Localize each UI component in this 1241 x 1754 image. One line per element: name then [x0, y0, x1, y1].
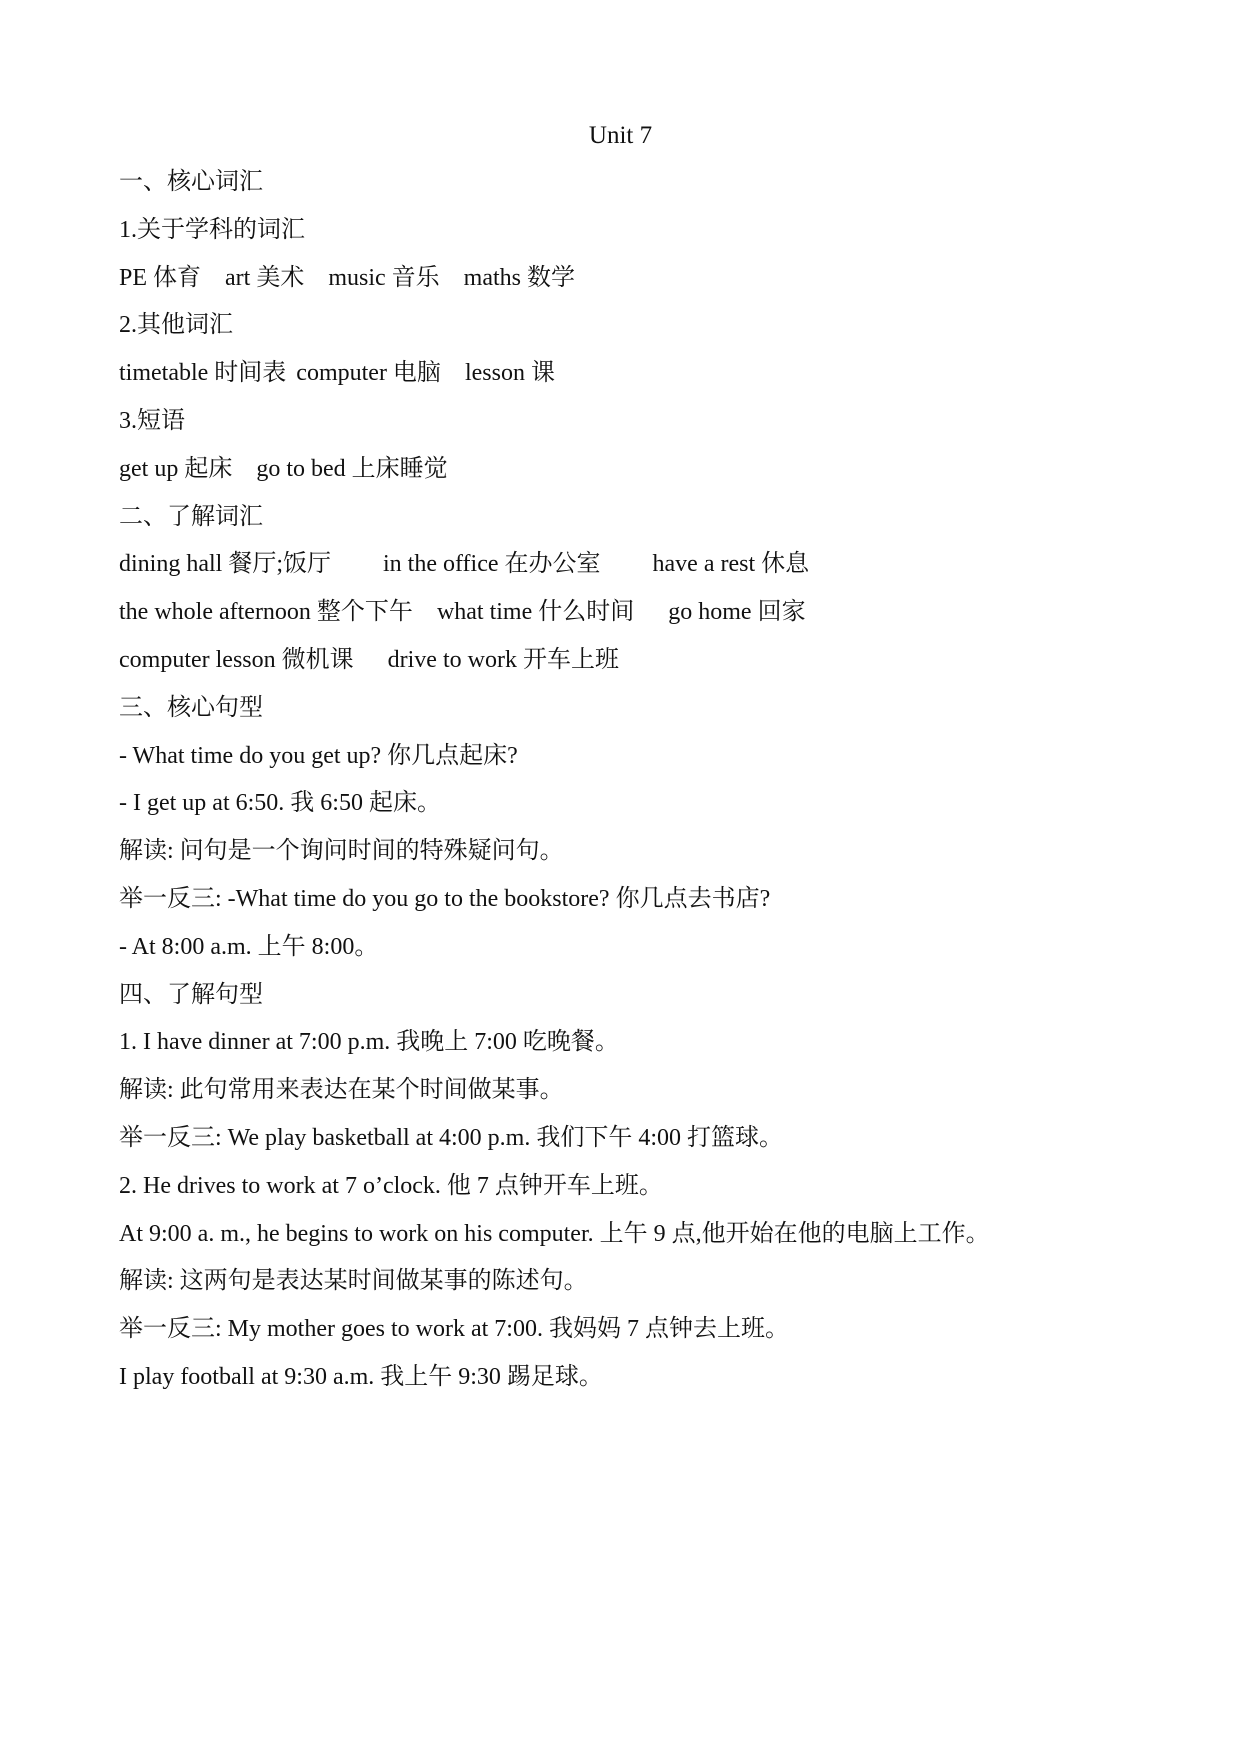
vocab-item: computer 电脑 — [296, 360, 441, 387]
sentence-line: 解读: 此句常用来表达在某个时间做某事。 — [119, 1077, 564, 1104]
sentence-line: - I get up at 6:50. 我 6:50 起床。 — [119, 790, 441, 817]
vocab-item: have a rest 休息 — [652, 551, 810, 578]
sentence-line: - What time do you get up? 你几点起床? — [119, 742, 518, 769]
vocab-item: drive to work 开车上班 — [387, 646, 619, 673]
section-heading-core-sentences: 三、核心句型 — [119, 694, 263, 721]
vocab-item: go home 回家 — [668, 599, 806, 626]
sentence-line: 解读: 这两句是表达某时间做某事的陈述句。 — [119, 1268, 588, 1295]
section-heading-extra-vocab: 二、了解词汇 — [119, 503, 263, 530]
section-heading-core-vocab: 一、核心词汇 — [119, 169, 263, 195]
vocab-row-phrases — [119, 452, 1179, 500]
vocab-item: in the office 在办公室 — [383, 551, 601, 578]
sentence-line: 解读: 问句是一个询问时间的特殊疑问句。 — [119, 838, 564, 865]
vocab-item: music 音乐 — [328, 264, 440, 291]
sentence-line: At 9:00 a. m., he begins to work on his computer. 上午 9 点,他开始在他的电脑上工作。 — [119, 1220, 990, 1247]
vocab-row-extra-3 — [119, 643, 1179, 691]
sentence-line: 2. He drives to work at 7 o’clock. 他 7 点钟开车上班。 — [119, 1172, 663, 1199]
sentence-line: 举一反三: -What time do you go to the bookstore? 你几点去书店? — [119, 885, 771, 912]
vocab-item: maths 数学 — [463, 264, 575, 291]
vocab-row-others — [119, 356, 1179, 404]
subheading-others: 2.其他词汇 — [119, 312, 233, 339]
sentence-line: 举一反三: We play basketball at 4:00 p.m. 我们下午 4:00 打篮球。 — [119, 1124, 783, 1151]
subheading-subjects: 1.关于学科的词汇 — [119, 216, 305, 243]
vocab-row-extra-2 — [119, 595, 1179, 643]
section-heading-extra-sentences: 四、了解句型 — [119, 981, 263, 1008]
page-title: Unit 7 — [588, 122, 653, 149]
vocab-item: computer lesson 微机课 — [119, 646, 354, 673]
vocab-item: timetable 时间表 — [119, 360, 287, 387]
vocab-item: the whole afternoon 整个下午 — [119, 599, 413, 626]
sentence-line: - At 8:00 a.m. 上午 8:00。 — [119, 933, 379, 960]
vocab-item: art 美术 — [225, 264, 305, 291]
vocab-item: go to bed 上床睡觉 — [256, 455, 448, 482]
document-body — [119, 165, 1179, 1408]
vocab-item: PE 体育 — [119, 264, 202, 291]
sentence-line: I play football at 9:30 a.m. 我上午 9:30 踢足球。 — [119, 1363, 603, 1390]
vocab-item: dining hall 餐厅;饭厅 — [119, 551, 331, 578]
vocab-row-subjects — [119, 261, 1179, 309]
vocab-item: lesson 课 — [464, 360, 555, 387]
vocab-item: what time 什么时间 — [436, 599, 635, 626]
vocab-row-extra-1 — [119, 547, 1179, 595]
sentence-line: 1. I have dinner at 7:00 p.m. 我晚上 7:00 吃晚餐。 — [119, 1029, 619, 1056]
sentence-line: 举一反三: My mother goes to work at 7:00. 我妈妈 7 点钟去上班。 — [119, 1316, 789, 1343]
vocab-item: get up 起床 — [119, 455, 233, 482]
subheading-phrases: 3.短语 — [119, 407, 185, 434]
